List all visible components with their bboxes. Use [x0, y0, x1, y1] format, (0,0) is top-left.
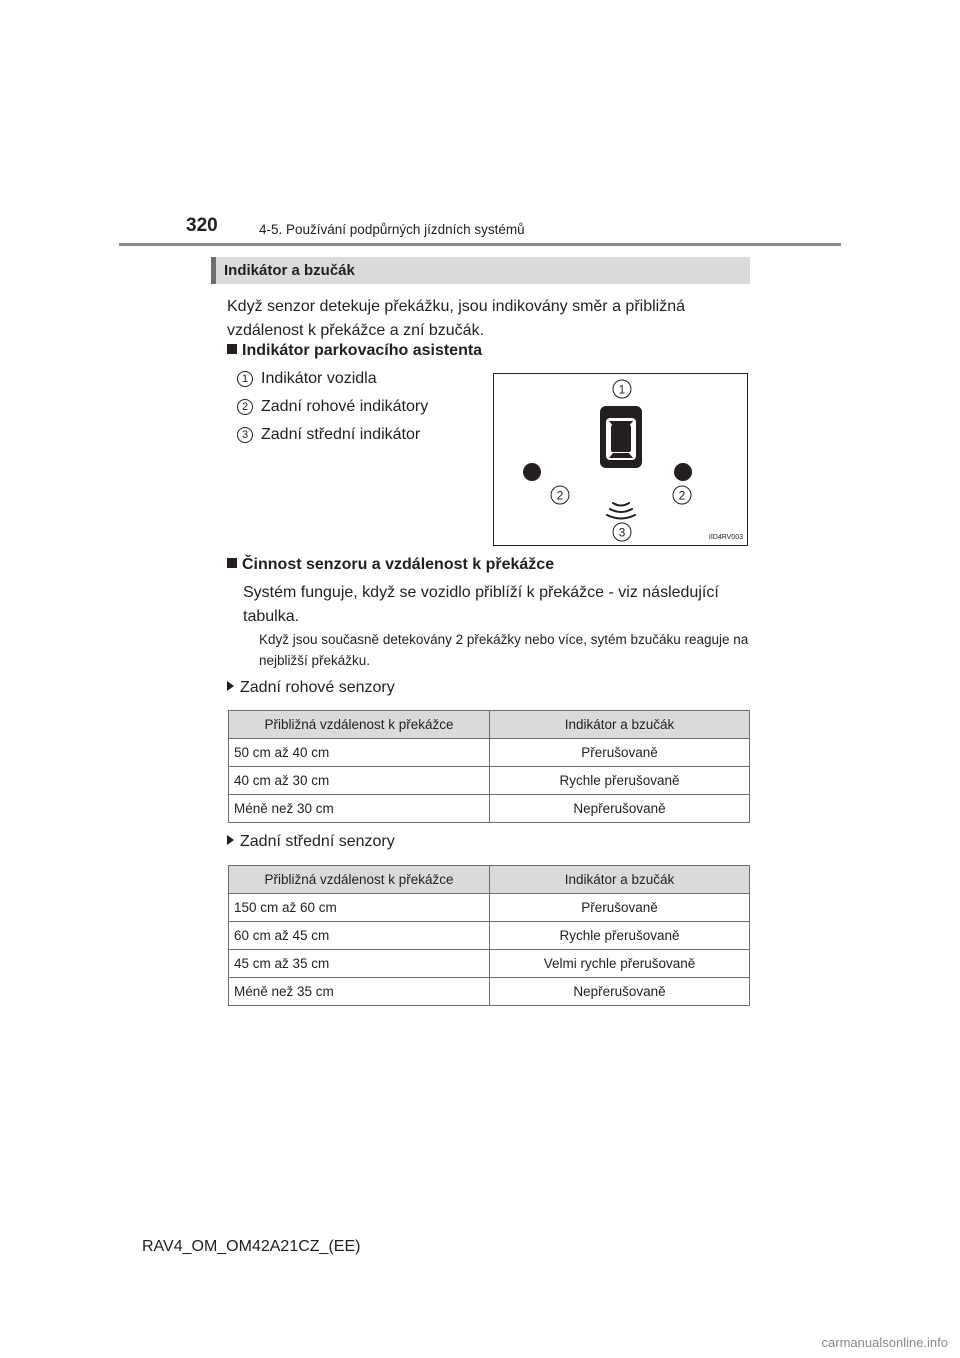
corner-sensors-table — [228, 710, 750, 823]
center-sensors-heading — [227, 833, 395, 851]
callout-2-right-label: 2 — [678, 488, 686, 503]
diagram-graphic — [494, 374, 749, 547]
table-header-distance: Přibližná vzdálenost k překážce — [229, 711, 490, 739]
section-title: Indikátor a bzučák — [224, 262, 355, 279]
center-sensors-table — [228, 865, 750, 1006]
legend-label: Zadní rohové indikátory — [261, 398, 429, 415]
rear-center-indicator — [607, 503, 635, 519]
table-cell-indicator: Rychle přerušovaně — [490, 922, 750, 950]
operation-note: Když jsou současně detekovány 2 překážky nebo více, sytém bzučáku reaguje na nejbližší překážku. — [259, 632, 749, 668]
table-row — [229, 739, 750, 767]
table-header-row — [229, 711, 750, 739]
callout-2-left-label: 2 — [556, 488, 564, 503]
legend-number-badge: 1 — [237, 371, 253, 387]
legend-number-badge: 3 — [237, 427, 253, 443]
callout-1-label: 1 — [618, 382, 626, 397]
square-bullet-icon — [227, 558, 237, 568]
corner-sensors-heading — [227, 679, 395, 697]
indicator-heading — [227, 342, 482, 360]
table-header-indicator: Indikátor a bzučák — [490, 711, 750, 739]
operation-heading — [227, 556, 554, 574]
table-cell-indicator: Přerušovaně — [490, 894, 750, 922]
table-row — [229, 767, 750, 795]
table-cell-distance: Méně než 30 cm — [229, 795, 490, 823]
legend-item-1 — [237, 370, 377, 388]
table-row — [229, 795, 750, 823]
indicator-heading-text: Indikátor parkovacího asistenta — [242, 342, 483, 359]
figure-code: IID4RV003 — [708, 534, 743, 541]
table-cell-distance: 60 cm až 45 cm — [229, 922, 490, 950]
triangle-bullet-icon — [227, 681, 234, 691]
operation-heading-text: Činnost senzoru a vzdálenost k překážce — [242, 556, 555, 573]
legend-number-badge: 2 — [237, 399, 253, 415]
legend-item-3 — [237, 426, 420, 444]
table-cell-distance: 45 cm až 35 cm — [229, 950, 490, 978]
page-number: 320 — [186, 215, 218, 236]
table-header-distance: Přibližná vzdálenost k překážce — [229, 866, 490, 894]
rear-left-corner-indicator — [523, 463, 541, 481]
rear-right-corner-indicator — [674, 463, 692, 481]
table-cell-indicator: Nepřerušovaně — [490, 978, 750, 1006]
triangle-bullet-icon — [227, 835, 234, 845]
watermark: carmanualsonline.info — [821, 1335, 948, 1350]
parking-assist-diagram — [493, 373, 748, 546]
legend-label: Indikátor vozidla — [261, 370, 377, 387]
table-header-indicator: Indikátor a bzučák — [490, 866, 750, 894]
section-accent — [211, 257, 216, 284]
table-cell-indicator: Velmi rychle přerušovaně — [490, 950, 750, 978]
table-cell-indicator: Přerušovaně — [490, 739, 750, 767]
table-cell-distance: 40 cm až 30 cm — [229, 767, 490, 795]
corner-sensors-title: Zadní rohové senzory — [240, 679, 395, 696]
center-sensors-title: Zadní střední senzory — [240, 833, 395, 850]
footer-document-code: RAV4_OM_OM42A21CZ_(EE) — [142, 1238, 361, 1255]
intro-paragraph: Když senzor detekuje překážku, jsou indikovány směr a přibližná vzdálenost k překážce a zní bzučák. — [227, 298, 686, 339]
table-cell-distance: Méně než 35 cm — [229, 978, 490, 1006]
table-cell-indicator: Nepřerušovaně — [490, 795, 750, 823]
table-cell-indicator: Rychle přerušovaně — [490, 767, 750, 795]
table-row — [229, 950, 750, 978]
callout-3-label: 3 — [618, 525, 626, 540]
table-row — [229, 922, 750, 950]
legend-label: Zadní střední indikátor — [261, 426, 421, 443]
table-header-row — [229, 866, 750, 894]
table-cell-distance: 50 cm až 40 cm — [229, 739, 490, 767]
table-cell-distance: 150 cm až 60 cm — [229, 894, 490, 922]
table-row — [229, 978, 750, 1006]
vehicle-icon — [600, 406, 642, 468]
legend-item-2 — [237, 398, 428, 416]
section-heading-bar — [211, 257, 750, 284]
operation-body: Systém funguje, když se vozidlo přiblíží k překážce - viz následující tabulka. — [243, 584, 719, 625]
header-rule — [119, 243, 841, 246]
chapter-title: 4-5. Používání podpůrných jízdních systémů — [259, 222, 525, 237]
table-row — [229, 894, 750, 922]
square-bullet-icon — [227, 344, 237, 354]
